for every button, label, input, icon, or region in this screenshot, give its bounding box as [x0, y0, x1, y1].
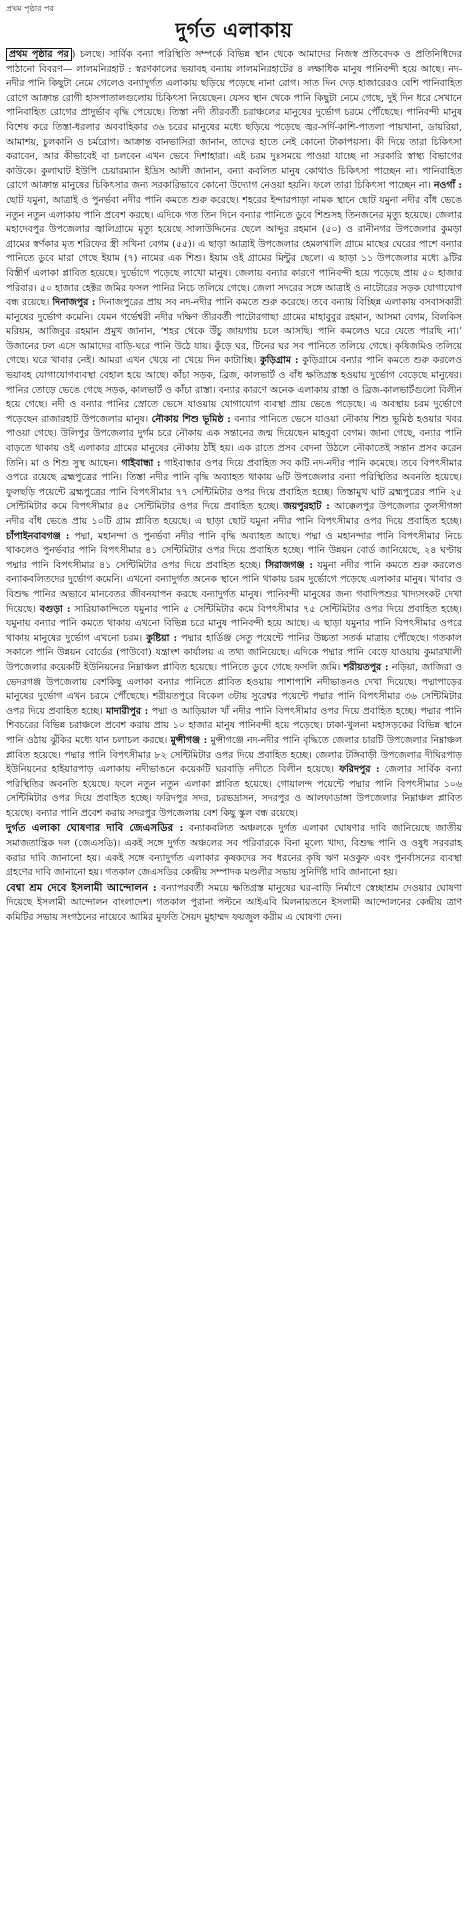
location-text: গাইবান্ধার ওপর দিয়ে প্রবাহিত সব কটি নদ-নদীর পানি কমেছে। তবে বিপৎসীমার ওপরে রয়েছে ব্রহ্মপুত্রের পানি। তিস্তা নদীর পানি বৃদ্ধি অব্যাহত থাকায় ৬টি উপজেলার বন্যা পরিস্থিতির অবনতি হয়েছে। ফুলছড়ি পয়েন্টে ব্রহ্মপুত্রের পানি বিপৎসীমার ৭৭ সেন্টিমিটার ওপর দিয়ে প্রবাহিত হচ্ছে। তিস্তামুখ ঘাট ব্রহ্মপুত্রের পানি ২৫ সেন্টিমিটার কমে বিপৎসীমার ৪৫ সেন্টিমিটার ওপর দিয়ে প্রবাহিত হচ্ছে। — [6, 457, 463, 513]
location-text: জেলার সার্বিক বন্যা পরিস্থিতির অবনতি হয়েছে। ফলে নতুন নতুন এলাকা প্লাবিত হয়েছে। গোয়ালন্দ পয়েন্টে পদ্মার পানি বিপৎসীমার ১০৬ সেন্টিমিটার ওপর দিয়ে প্রবাহিত হচ্ছে। ফরিদপুর সদর, চরভদ্রাসন, সদরপুর ও আলফাডাঙ্গা উপজেলার নিম্নাঞ্চল প্লাবিত হয়েছে। বন্যার পানি প্রবেশ করায় সদরপুর উপজেলায় বেশ কিছু স্কুল বন্ধ রয়েছে। — [6, 764, 462, 819]
location-text: পদ্মা, মহানন্দা ও পুনর্ভবা নদীর পানি বৃদ্ধি অব্যাহত আছে। পদ্মা ও মহানন্দার পানি বিপৎসীমার নিচে থাকলেও পুনর্ভবার পানি বিপৎসীমার ৪১ সেন্টিমিটার ওপর দিয়ে প্রবাহিত হচ্ছে। পানি উন্নয়ন বোর্ড জানিয়েছে, ২৪ ঘণ্টায় পদ্মার পানি বিপৎসীমার ৪১ সেন্টিমিটার ওপর দিয়ে প্রবাহিত হচ্ছে। — [6, 530, 462, 571]
location-text: মুন্সীগঞ্জে নদ-নদীর পানি বৃদ্ধিতে জেলার চারটি উপজেলার নিম্নাঞ্চল প্লাবিত হয়েছে। পদ্মার পানি বিপৎসীমার ৮২ সেন্টিমিটার ওপর দিয়ে প্রবাহিত হচ্ছে। জেলার টঙ্গিবাড়ী উপজেলার দীঘিরপাড় ইউনিয়নের হাইয়ারপাড় এলাকায় নদীভাঙনে কয়েকটি ঘরবাড়ি নদীতে বিলীন হয়েছে। — [6, 734, 462, 776]
location-paragraph — [6, 180, 462, 308]
location-name: কুড়িগ্রাম : — [260, 355, 299, 367]
lead-label: প্রথম পৃষ্ঠার পর — [6, 48, 72, 61]
location-text: কুড়িগ্রামে বন্যার পানি কমতে শুরু করলেও ভয়াবহ যোগাযোগব্যবস্থা বেহাল হয়ে আছে। কাঁচা সড়ক, ব্রিজ, কালভার্ট ও বাঁধ ক্ষতিগ্রস্ত হওয়ায় দুর্ভোগ বেড়েছে মানুষের। পানির তোড়ে ভেঙে গেছে সড়ক, কালভার্ট ও কাঁচা রাস্তা। বন্যার কারণে অনেক এলাকায় রাস্তা ও ব্রিজ-কালভার্টগুলো বিলীন হয়ে গেছে। নদী ও বন্যার পানির স্রোতে ভেসে যাওয়ায় যোগাযোগ ব্যবস্থা প্রায় ভেঙে পড়েছে। এ অবস্থায় চরম দুর্ভোগে পড়েছেন রাজারহাট উপজেলার মানুষ। — [6, 355, 462, 425]
continuation-kicker: প্রথম পৃষ্ঠার পর — [6, 4, 54, 13]
location-text: আক্কেলপুর উপজেলার তুলসীগঙ্গা নদীর বাঁধ ভেঙে প্রায় ১০টি গ্রাম প্লাবিত হয়েছে। এ ছাড়া ছোট যমুনা নদীর পানি বিপৎসীমার ওপর দিয়ে প্রবাহিত হচ্ছে। — [6, 501, 462, 527]
location-name: বগুড়া : — [39, 603, 71, 615]
location-name: নওগাঁ : — [433, 180, 462, 192]
location-name: শরীয়তপুর : — [343, 661, 389, 673]
location-text: ছোট যমুনা, আত্রাই ও পুনর্ভবা নদীর পানি কমতে শুরু করেছে। শহরের ইন্দারপাড়া নামক স্থানে ছোট যমুনা নদীর বাঁধ ভেঙে নতুন নতুন এলাকায় পানি প্রবেশ করছে। এদিকে গত তিন দিনে বন্যার পানিতে ডুবে শিশুসহ তিনজনের মৃত্যু হয়েছে। জেলার মহাদেবপুর উপজেলার জ্বালিগ্রামে মৃত্যু হয়েছে সালাউদ্দিনের ছেলে আব্দুর রহমান (৫০) ও রানীনগর উপজেলার কুমড়া গ্রামের স্বর্ণকার মৃত শরিফের স্ত্রী সখিনা বেগম (৫৫)। এ ছাড়া আত্রাই উপজেলার হেমলখালি গ্রামে মাছের ঘেরের পাশে বন্যার পানিতে ডুবে মারা গেছে ইয়াম (৭) নামের এক শিশু। ইয়াম ওই গ্রামের মিন্টুর ছেলে। এ ছাড়া ১১ উপজেলার মধ্যে ৯টির বিস্তীর্ণ এলাকা প্লাবিত হয়েছে। দুর্ভোগে পড়েছে লাখো মানুষ। জেলায় বন্যার কারণে পানিবন্দী হয়ে পড়েছে প্রায় ৫০ হাজার পরিবার। ৫০ হাজার হেক্টর জমির ফসল পানির নিচে তলিয়ে গেছে। জেলা সদরের সঙ্গে আত্রাই ও নাটোরের সড়ক যোগাযোগ বন্ধ রয়েছে। — [6, 194, 462, 309]
islami-andolon-text: বন্যাপরবর্তী সময়ে ক্ষতিগ্রস্ত মানুষের ঘর-বাড়ি নির্মাণে স্বেচ্ছাশ্রম দেওয়ার ঘোষণা দিয়েছে ইসলামী আন্দোলন বাংলাদেশ। গতকাল পুরানা পল্টনে আইএবি মিলনায়তনে ইসলামী আন্দোলনের কেন্দ্রীয় ত্রাণ কমিটির সভায় সংগঠনের নায়েবে আমির মুফতি সৈয়দ মুহাম্মদ ফয়জুল করীম এ ঘোষণা দেন। — [6, 882, 462, 924]
lead-text: ) চলছে। সার্বিক বন্যা পরিস্থিতি সম্পর্কে বিভিন্ন স্থান থেকে আমাদের নিজস্ব প্রতিবেদক ও প্রতিনিধিদের পাঠানো বিবরণ— লালমনিরহাট : স্বরণকালের ভয়াবহ বন্যায় লালমনিরহাটের ৪ লক্ষাধিক মানুষ পানিবন্দী হয়ে আছে। নদ-নদীর পানি কিছুটা নেমে গেলেও বন্যাদুর্গত এলাকায় ছড়িয়ে পড়েছে নানা রোগ। সাত দিন দেড় হাজারেরও বেশি পানিবাহিত রোগে আক্রান্ত রোগী হাসপাতালগুলোয় চিকিৎসা নিয়েছেন। যেসব স্থান থেকে পানি কিছুটা নেমে গেছে, দুই দিন ধরে সেখানে পানিবাহিত রোগের প্রাদুর্ভাব বৃদ্ধি পেয়েছে। তিস্তা নদী তীরবর্তী চরাঞ্চলের মানুষের দুর্ভোগ চরমে পৌঁছেছে। পানিবন্দী মানুষ বিশেষ করে তিস্তা-ধরলার অববাহিকার ৩৬ চরের মানুষের মধ্যে ছড়িয়ে পড়েছে জ্বর-সর্দি-কাশি-পাতলা পায়খানা, ডায়রিয়া, আমাশয়, চুলকানি ও চর্মরোগ। আক্রান্ত বানভাসিরা জানান, তাদের হাতে নেই কোনো টাকাপয়সা। কী দিয়ে তারা চিকিৎসা করাবেন, আর কীভাবেই বা চলবেন এখন ভেবে দিশাহারা। এই চরম দুঃসময়ে পাওয়া যাচ্ছে না সরকারি স্বাস্থ্য বিভাগের কাউকে। কুলাঘাট ইউপি চেয়ারম্যান ইদ্রিস আলী জানান, বন্যা কবলিত মানুষ কোথাও চিকিৎসা পাচ্ছেন না। পানিবাহিত রোগে আক্রান্ত মানুষের চিকিৎসার জন্য সরকারিভাবে কোনো উদ্যোগ নেওয়া হয়নি। ফলে তারা চিকিৎসা পাচ্ছেন না। — [6, 49, 462, 192]
location-name: নৌকায় শিশু ভূমিষ্ঠ : — [151, 413, 231, 425]
location-text: দিনাজপুরের প্রায় সব নদ-নদীর পানি কমতে শুরু করেছে। তবে বন্যায় বিচ্ছিন্ন এলাকায় বসবাসকারী মানুষের দুর্ভোগ কমেনি। যেমন গর্ভেশ্বরী নদীর দক্ষিণ তীরবর্তী পাটোরগাছা গ্রামের মাহাবুবুর রহমান, আসমা বেগম, বিলকিস মরিয়ম, আজিবুর রহমান প্রমুখ জানান, ‘শহর থেকে উঁচু জায়গায় চলে আসছি। পানি কমলেও ঘরে যেতে পারছি না।’ উজানের ঢল এসে আমাদের বাড়ি-ঘরে পানি উঠে যায়। কুঁড়ে ঘর, টিনের ঘর সব পানিতে তলিয়ে গেছে। কৃষিজমিও তলিয়ে গেছে। ঘরে খাবার নেই। আমরা এখন খেয়ে না খেয়ে দিন কাটাচ্ছি। — [6, 297, 462, 367]
location-name: দিনাজপুর : — [52, 297, 96, 309]
location-name: সিরাজগঞ্জ : — [265, 559, 313, 571]
location-text: সারিয়াকান্দিতে যমুনার পানি ৫ সেন্টিমিটার কমে বিপৎসীমার ৭৫ সেন্টিমিটার ওপর দিয়ে প্রবাহিত হচ্ছে। যমুনায় বন্যার পানি কমতে থাকায় এখনো বিভিন্ন চরে মানুষ পানিবন্দী হয়ে আছে। এ ছাড়া যমুনার পানি বিপৎসীমার ওপরে থাকায় মানুষের দুর্ভোগ এখনো চরম। — [6, 603, 462, 644]
jsd-demand-paragraph — [6, 821, 462, 880]
article-headline: দুর্গত এলাকায় — [175, 18, 293, 42]
jsd-demand-text: বন্যাকবলিত অঞ্চলকে দুর্গত এলাকা ঘোষণার দাবি জানিয়েছে জাতীয় সমাজতান্ত্রিক দল (জেএসডি)। একই সঙ্গে দুর্গত অঞ্চলের সব পরিবারকে বিনা মূল্যে খাদ্য, বিশুদ্ধ পানি ও ওষুধ সরবরাহ করার দাবি জানানো হয়। একই সঙ্গে বন্যাদুর্গত এলাকার কৃষকদের সব ধরনের কৃষি ঋণ মওকুফ এবং পুনর্বাসনের ব্যবস্থা গ্রহণের দাবি জানানো হয়। গতকাল জেএসডির কেন্দ্রীয় সম্পাদক মণ্ডলীর সভায় সুনির্দিষ্ট দাবি জানানো হয়। — [6, 823, 462, 879]
location-name: কুষ্টিয়া : — [146, 632, 178, 644]
location-name: ফরিদপুর : — [339, 764, 380, 776]
article-body — [6, 48, 462, 926]
location-text: পদ্মার হার্ডিঞ্জ সেতু পয়েন্টে পানির উচ্চতা সতর্ক মাত্রায় পৌঁছেছে। গতকাল সকালে পানি উন্নয়ন বোর্ডের (পাউবো) যন্ত্রাংশ কার্যালয় এ তথ্য জানিয়েছে। এদিকে পদ্মার পানি বেড়ে যাওয়ায় কুমারখালী উপজেলার কয়েকটি ইউনিয়নের নিম্নাঞ্চল প্লাবিত হয়েছে। পানিতে ডুবে গেছে ফসলি জমি। — [6, 632, 462, 673]
location-name: গাইবান্ধা : — [121, 457, 161, 469]
location-text: নড়িয়া, জাজিরা ও ভেদরগঞ্জ উপজেলায় বেশকিছু এলাকা বন্যার পানিতে প্লাবিত হওয়ায় পাশাপাশি নদীভাঙনও দেখা দিয়েছে। পদ্মাপাড়ের মানুষের দুর্ভোগ এখন চরমে পৌঁছেছে। শরীয়তপুরে বিকেল ৩টায় সুরেশ্বর পয়েন্টে পদ্মার পানি বিপৎসীমার ৩৬ সেন্টিমিটার ওপর দিয়ে প্রবাহিত হচ্ছে। — [6, 661, 462, 717]
location-text: পদ্মা ও আড়িয়াল খাঁ নদীর পানি বিপৎসীমার ওপর দিয়ে প্রবাহিত হচ্ছে। পদ্মার পানি শিবচরের বিভিন্ন চরাঞ্চলে প্রবেশ করায় প্রায় ১০ হাজার মানুষ পানিবন্দী হয়ে পড়েছে। ঢাকা-খুলনা মহাসড়কের বিভিন্ন স্থানে পানি ওঠায় ঝুঁকির মধ্যে যান চলাচল করছে। — [6, 705, 463, 746]
location-name: জয়পুরহাট : — [283, 501, 330, 513]
jsd-demand-subhead: দুর্গত এলাকা ঘোষণার দাবি জেএসডির : — [6, 822, 184, 835]
islami-andolon-paragraph — [6, 881, 462, 926]
location-name: চাঁপাইনবাবগঞ্জ : — [6, 530, 70, 542]
location-name: মাদারীপুর : — [105, 705, 149, 717]
location-name: মুন্সীগঞ্জ : — [170, 734, 208, 746]
location-text: বন্যার পানিতে ভেসে যাওয়া নৌকায় শিশু ভূমিষ্ঠ হওয়ার খবর পাওয়া গেছে। উলিপুর উপজেলার দুর্গম চরে নৌকায় এক সন্তানের জন্ম দিয়েছেন মাহবুবা বেগম। জানা গেছে, বন্যার পানি বাড়তে থাকায় ওই এলাকার গ্রামের মানুষের নৌকায় ঠাঁই হয়। এক রাতে প্রসব বেদনা উঠলে নৌকাতেই সন্তান প্রসব করেন তিনি। মা ও শিশু সুস্থ আছেন। — [6, 413, 463, 469]
islami-andolon-subhead: বেশ্বা শ্রম দেবে ইসলামী আন্দোলন : — [6, 881, 157, 894]
location-text: যমুনা নদীর পানি কমতে শুরু করলেও বন্যাকবলিতদের দুর্ভোগ কমেনি। এখনো বন্যাদুর্গত অনেক স্থানে পানি থাকায় চরম দুর্ভোগে পড়েছে এলাকার মানুষ। খাবার ও বিশুদ্ধ পানির অভাবে মানবেতর জীবনযাপন করছে বন্যাদুর্গত মানুষ। পানিবন্দী মানুষের জন্য গবাদিপশুর খাদ্যসংকট দেখা দিয়েছে। — [6, 559, 462, 615]
lead-paragraph — [6, 48, 462, 821]
